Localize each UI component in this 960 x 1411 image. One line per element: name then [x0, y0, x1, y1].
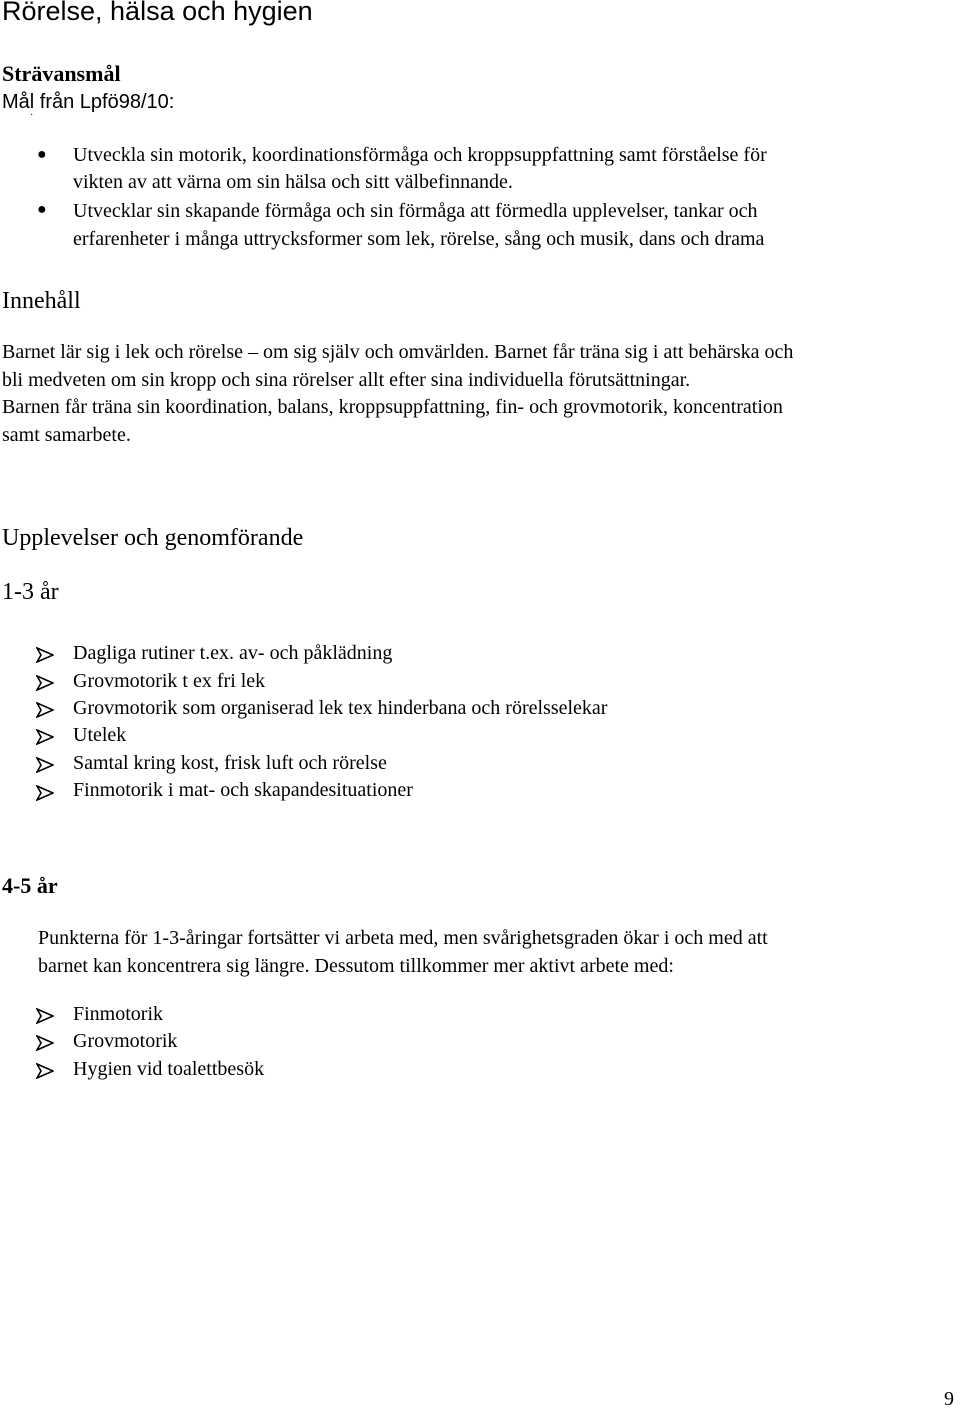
list-item: Utelek	[73, 724, 127, 746]
list-item: Grovmotorik som organiserad lek tex hinderbana och rörelsselekar	[73, 697, 608, 719]
goal-item-1-line-1: Utveckla sin motorik, koordinationsförmåga och kroppsuppfattning samt förståelse för	[73, 144, 767, 166]
list-item: Dagliga rutiner t.ex. av- och påklädning	[73, 642, 393, 664]
list-item: Finmotorik i mat- och skapandesituationer	[73, 779, 413, 801]
experiences-title: Upplevelser och genomförande	[2, 525, 304, 551]
bullet-icon: ●	[37, 201, 47, 218]
stray-mark: ·	[30, 110, 34, 121]
arrow-bullet-icon	[36, 729, 54, 745]
arrow-bullet-icon	[36, 1008, 54, 1024]
page-heading: Rörelse, hälsa och hygien	[2, 0, 313, 26]
goals-title: Strävansmål	[2, 61, 121, 86]
age-4-5-title: 4-5 år	[2, 873, 58, 898]
arrow-bullet-icon	[36, 702, 54, 718]
content-line: Barnen får träna sin koordination, balans, kroppsuppfattning, fin- och grovmotorik, koncentration	[2, 396, 783, 418]
age-4-5-line: Punkterna för 1-3-åringar fortsätter vi arbeta med, men svårighetsgraden ökar i och med att	[38, 927, 768, 949]
bullet-icon: ●	[37, 146, 47, 163]
content-line: Barnet lär sig i lek och rörelse – om sig själv och omvärlden. Barnet får träna sig i att behärska och	[2, 341, 794, 363]
content-line: bli medveten om sin kropp och sina rörelser allt efter sina individuella förutsättningar.	[2, 369, 691, 391]
goals-source: Mål från Lpfö98/10:	[2, 91, 175, 113]
arrow-bullet-icon	[36, 1035, 54, 1051]
list-item: Samtal kring kost, frisk luft och rörelse	[73, 752, 387, 774]
content-title: Innehåll	[2, 288, 81, 314]
arrow-bullet-icon	[36, 675, 54, 691]
age-4-5-line: barnet kan koncentrera sig längre. Dessutom tillkommer mer aktivt arbete med:	[38, 955, 674, 977]
age-1-3-title: 1-3 år	[2, 579, 59, 605]
list-item: Grovmotorik	[73, 1030, 178, 1052]
arrow-bullet-icon	[36, 647, 54, 663]
list-item: Finmotorik	[73, 1003, 164, 1025]
page-number: 9	[944, 1388, 954, 1410]
goal-item-2-line-1: Utvecklar sin skapande förmåga och sin förmåga att förmedla upplevelser, tankar och	[73, 200, 758, 222]
arrow-bullet-icon	[36, 757, 54, 773]
content-line: samt samarbete.	[2, 424, 131, 446]
goal-item-1-line-2: vikten av att värna om sin hälsa och sitt välbefinnande.	[73, 171, 513, 193]
arrow-bullet-icon	[36, 1063, 54, 1079]
goal-item-2-line-2: erfarenheter i många uttrycksformer som lek, rörelse, sång och musik, dans och drama	[73, 228, 765, 250]
list-item: Hygien vid toalettbesök	[73, 1058, 265, 1080]
list-item: Grovmotorik t ex fri lek	[73, 670, 266, 692]
arrow-bullet-icon	[36, 785, 54, 801]
